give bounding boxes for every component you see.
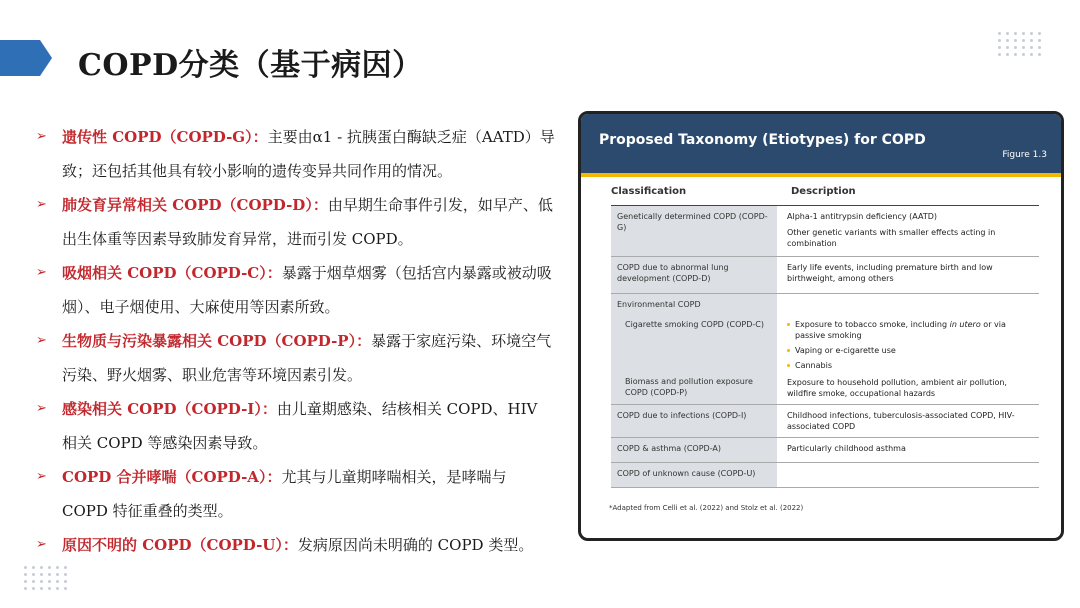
description-text: Other genetic variants with smaller effects acting in combination xyxy=(787,228,996,248)
table-row xyxy=(611,257,1039,294)
classification-cell: COPD due to abnormal lung development (COPD-D) xyxy=(611,257,777,293)
classification-cell: COPD & asthma (COPD-A) xyxy=(611,438,777,462)
figure-number: Figure 1.3 xyxy=(1002,150,1047,160)
bullet-description: 尤其与儿童期哮喘相关，是哮喘与 COPD 特征重叠的类型。 xyxy=(62,468,507,520)
classification-cell xyxy=(611,294,777,404)
list-item xyxy=(36,188,556,256)
table-row xyxy=(611,438,1039,463)
bullet-term: 吸烟相关 COPD（COPD-C）： xyxy=(62,264,282,282)
figure-title: Proposed Taxonomy (Etiotypes) for COPD xyxy=(599,132,926,148)
arrow-bullet-icon: ➢ xyxy=(36,469,47,484)
table-row xyxy=(611,294,1039,405)
figure-header xyxy=(581,114,1061,173)
bullet-term: 原因不明的 COPD（COPD-U）： xyxy=(62,536,298,554)
title-accent-bar xyxy=(0,40,52,76)
arrow-bullet-icon: ➢ xyxy=(36,333,47,348)
bullet-description: 发病原因尚未明确的 COPD 类型。 xyxy=(297,536,534,554)
description-text: Exposure to household pollution, ambient air pollution, wildfire smoke, occupational hazards xyxy=(787,378,1007,398)
arrow-bullet-icon: ➢ xyxy=(36,129,47,144)
list-item xyxy=(36,324,556,392)
bullet-description: 主要由α1 - 抗胰蛋白酶缺乏症（AATD）导致；还包括其他具有较小影响的遗传变异共同作用的情况。 xyxy=(62,128,555,180)
description-cell xyxy=(783,206,1039,256)
bullet-description: 暴露于家庭污染、环境空气污染、野火烟雾、职业危害等环境因素引发。 xyxy=(62,332,552,384)
list-item xyxy=(36,528,556,596)
bullet-term: 肺发育异常相关 COPD（COPD-D）： xyxy=(62,196,328,214)
classification-cell: Genetically determined COPD (COPD-G) xyxy=(611,206,777,256)
bullet-term: 遗传性 COPD（COPD-G）： xyxy=(62,128,268,146)
bullet-term: COPD 合并哮喘（COPD-A）： xyxy=(62,468,282,486)
bullet-description: 由儿童期感染、结核相关 COPD、HIV 相关 COPD 等感染因素导致。 xyxy=(62,400,538,452)
bullet-description: 暴露于烟草烟雾（包括宫内暴露或被动吸烟）、电子烟使用、大麻使用等因素所致。 xyxy=(62,264,552,316)
classification-subtype: Biomass and pollution exposure COPD (COPD-P) xyxy=(625,377,753,397)
classification-cell: COPD due to infections (COPD-I) xyxy=(611,405,777,437)
classification-cell: COPD of unknown cause (COPD-U) xyxy=(611,463,777,487)
table-row xyxy=(611,405,1039,438)
classification-group-label: Environmental COPD xyxy=(617,300,701,309)
description-text: Early life events, including premature birth and low birthweight, among others xyxy=(787,263,993,283)
description-text: Childhood infections, tuberculosis-associated COPD, HIV-associated COPD xyxy=(787,411,1015,431)
list-item xyxy=(36,392,556,460)
list-item xyxy=(36,460,556,528)
bullet-term: 感染相关 COPD（COPD-I）： xyxy=(62,400,277,418)
classification-subtype: Cigarette smoking COPD (COPD-C) xyxy=(625,320,764,329)
column-header-classification: Classification xyxy=(611,186,687,197)
description-text: Particularly childhood asthma xyxy=(787,444,906,453)
bullet-term: 生物质与污染暴露相关 COPD（COPD-P）： xyxy=(62,332,372,350)
arrow-bullet-icon: ➢ xyxy=(36,537,47,552)
table-header xyxy=(611,186,1039,206)
list-item: Vaping or e-cigarette use xyxy=(787,345,1035,356)
arrow-bullet-icon: ➢ xyxy=(36,265,47,280)
description-cell xyxy=(783,463,1039,487)
description-cell xyxy=(783,438,1039,462)
page-title: COPD分类（基于病因） xyxy=(78,48,423,83)
description-cell xyxy=(783,294,1039,404)
table-row xyxy=(611,463,1039,488)
arrow-bullet-icon: ➢ xyxy=(36,197,47,212)
taxonomy-table xyxy=(611,186,1039,488)
table-row xyxy=(611,206,1039,257)
bullet-description: 由早期生命事件引发，如早产、低出生体重等因素导致肺发育异常，进而引发 COPD。 xyxy=(62,196,553,248)
description-cell xyxy=(783,405,1039,437)
etiotype-bullet-list xyxy=(36,120,556,596)
list-item xyxy=(36,256,556,324)
decorative-dot-grid xyxy=(998,32,1042,56)
figure-footnote: *Adapted from Celli et al. (2022) and Stolz et al. (2022) xyxy=(609,504,804,512)
taxonomy-figure xyxy=(578,111,1064,541)
list-item: Exposure to tobacco smoke, including in utero or via passive smoking xyxy=(787,319,1035,341)
list-item: Cannabis xyxy=(787,360,1035,371)
arrow-bullet-icon: ➢ xyxy=(36,401,47,416)
description-cell xyxy=(783,257,1039,293)
description-bullets xyxy=(787,319,1035,371)
column-header-description: Description xyxy=(791,186,856,197)
list-item xyxy=(36,120,556,188)
figure-accent-stripe xyxy=(581,173,1061,177)
description-text: Alpha-1 antitrypsin deficiency (AATD) xyxy=(787,212,938,221)
